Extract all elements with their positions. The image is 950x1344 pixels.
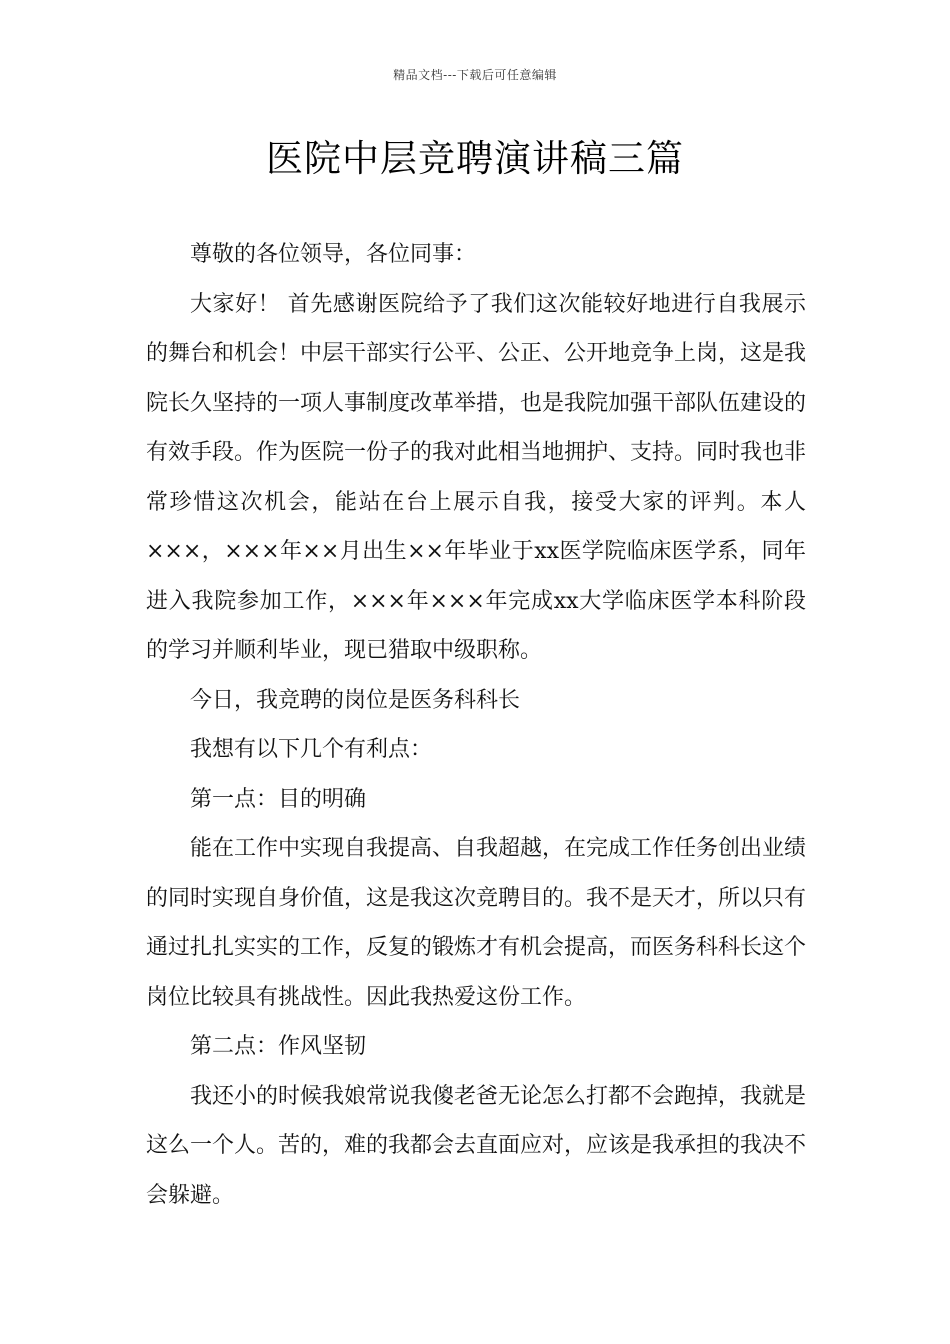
paragraph-introduction: 大家好！ 首先感谢医院给予了我们这次能较好地进行自我展示的舞台和机会！中层干部实行公平、公正、公开地竞争上岗，这是我院长久坚持的一项人事制度改革举措，也是我院加强干部队伍建设的有效手段。作为医院一份子的我对此相当地拥护、支持。同时我也非常珍惜这次机会，能站在台上展示自我，接受大家的评判。本人×××，×××年××月出生××年毕业于xx医学院临床医学系，同年进入我院参加工作，×××年×××年完成xx大学临床医学本科阶段的学习并顺利毕业，现已猎取中级职称。 xyxy=(146,291,807,663)
paragraph-salutation: 尊敬的各位领导，各位同事： xyxy=(190,242,477,267)
document-title: 医院中层竞聘演讲稿三篇 xyxy=(266,137,684,180)
paragraph-point-two-body: 我还小的时候我娘常说我傻老爸无论怎么打都不会跑掉，我就是这么一个人。苦的，难的我都会去直面应对，应该是我承担的我决不会躲避。 xyxy=(146,1083,807,1208)
paragraph-point-one-heading: 第一点：目的明确 xyxy=(190,786,367,812)
paragraph-advantages-intro: 我想有以下几个有利点： xyxy=(190,737,433,762)
document-body xyxy=(146,230,806,1220)
header-note: 精品文档---下载后可任意编辑 xyxy=(393,68,557,82)
paragraph-point-two-heading: 第二点：作风坚韧 xyxy=(190,1034,367,1059)
paragraph-position: 今日，我竞聘的岗位是医务科科长 xyxy=(190,687,521,713)
paragraph-point-one-body: 能在工作中实现自我提高、自我超越，在完成工作任务创出业绩的同时实现自身价值，这是我这次竞聘目的。我不是天才，所以只有通过扎扎实实的工作，反复的锻炼才有机会提高，而医务科科长这个岗位比较具有挑战性。因此我热爱这份工作。 xyxy=(146,836,807,1010)
